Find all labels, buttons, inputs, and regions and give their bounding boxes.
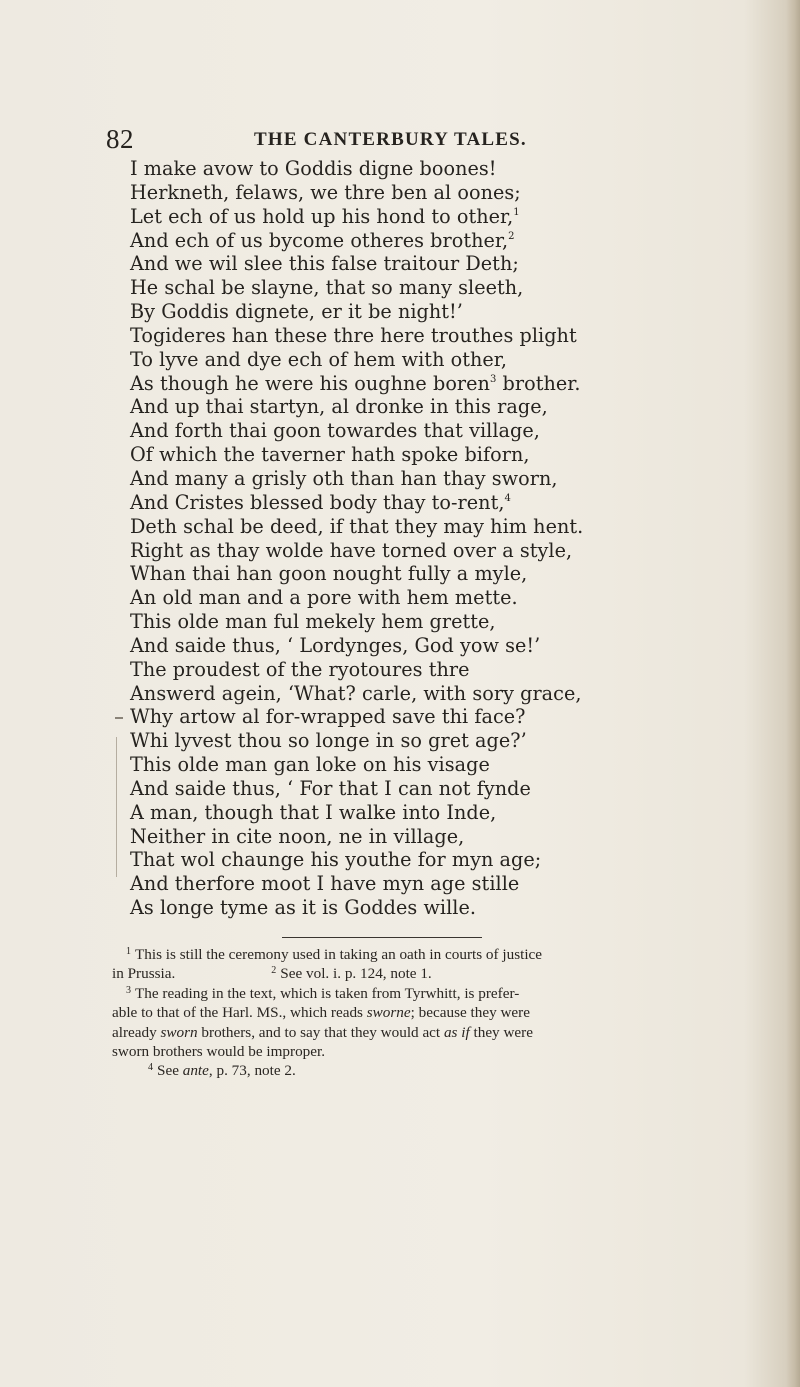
verse-line-text: As though he were his oughne boren: [130, 371, 490, 395]
verse-line: [130, 515, 770, 539]
verse-line-text: And Cristes blessed body thay to-rent,: [130, 490, 505, 514]
verse-line: [130, 252, 770, 276]
verse-line: [130, 634, 770, 658]
verse-line: [130, 586, 770, 610]
verse-line-text: Deth schal be deed, if that they may him hent.: [130, 514, 584, 538]
footnote-3-line-3-a: already: [112, 1023, 161, 1041]
page-number: 82: [106, 124, 134, 154]
verse-line-text: Togideres han these thre here trouthes plight: [130, 323, 577, 347]
footnote-1: [112, 945, 682, 964]
verse-line-text: The proudest of the ryotoures thre: [130, 657, 470, 681]
verse-line-text: An old man and a pore with hem mette.: [130, 586, 518, 610]
verse-line: [130, 753, 770, 777]
footnote-3-line-3-b: brothers, and to say that they would act: [197, 1023, 444, 1041]
verse-line-text: That wol chaunge his youthe for myn age;: [130, 848, 542, 872]
verse-line-text: And many a grisly oth than han thay sworn,: [130, 466, 558, 490]
verse-line-text: By Goddis dignete, er it be night!’: [130, 300, 463, 324]
footnote-1-text-cont: in Prussia.: [112, 965, 176, 983]
verse-line: [130, 682, 770, 706]
verse-line-text: Of which the taverner hath spoke biforn,: [130, 443, 530, 467]
poem-text: [130, 157, 770, 920]
verse-line: [130, 705, 770, 729]
verse-line-text: Right as thay wolde have torned over a style,: [130, 538, 573, 562]
verse-line-text: To lyve and dye ech of hem with other,: [130, 347, 508, 371]
verse-line: [130, 181, 770, 205]
footnote-3-line-2: [112, 1003, 682, 1022]
verse-line-text: I make avow to Goddis digne boones!: [130, 157, 497, 180]
footnote-1-text: This is still the ceremony used in taking an oath in courts of justice: [135, 946, 543, 963]
verse-line-text: And we wil slee this false traitour Deth;: [130, 252, 519, 276]
verse-line-text: And therfore moot I have myn age stille: [130, 872, 520, 896]
footnote-3-line-3: [112, 1023, 682, 1042]
footnote-3: [112, 984, 682, 1003]
footnote-3-line-4: [112, 1042, 682, 1061]
footnote-reference: 2: [508, 230, 515, 242]
verse-line: [130, 348, 770, 372]
margin-mark: [115, 717, 123, 719]
verse-line-text: Let ech of us hold up his hond to other,: [130, 204, 514, 228]
verse-line-text: He schal be slayne, that so many sleeth,: [130, 276, 524, 300]
verse-line: [130, 205, 770, 229]
margin-bracket: [116, 737, 123, 877]
verse-line-text: Whi lyvest thou so longe in so gret age?’: [130, 729, 527, 753]
page-edge-shadow: [786, 0, 800, 1387]
verse-line: [130, 467, 770, 491]
footnote-reference: 1: [513, 206, 520, 218]
verse-line: [130, 276, 770, 300]
verse-line: [130, 419, 770, 443]
verse-line-text: Whan thai han goon nought fully a myle,: [130, 562, 528, 586]
footnote-4-b: , p. 73, note 2.: [208, 1062, 296, 1080]
footnote-2-text: See vol. i. p. 124, note 1.: [280, 965, 432, 983]
verse-line: [130, 491, 770, 515]
verse-line-text: Why artow al for-wrapped save thi face?: [130, 705, 526, 729]
verse-line: [130, 157, 770, 181]
verse-line: [130, 324, 770, 348]
footnote-reference: 3: [489, 373, 497, 385]
footnote-3-number: 3: [126, 984, 131, 996]
footnote-1-continued: [112, 964, 682, 983]
verse-line: [130, 539, 770, 563]
running-title: THE CANTERBURY TALES.: [254, 129, 527, 150]
verse-line-text: This olde man gan loke on his visage: [130, 753, 490, 777]
verse-line-text: A man, though that I walke into Inde,: [130, 800, 497, 824]
verse-line: [130, 729, 770, 753]
verse-line: [130, 777, 770, 801]
verse-line: [130, 658, 770, 682]
footnote-3-text: The reading in the text, which is taken from Tyrwhitt, is prefer-: [135, 984, 520, 1002]
verse-line-text: As longe tyme as it is Goddes wille.: [130, 896, 477, 920]
footnote-3-line-3-c: they were: [469, 1023, 533, 1041]
verse-line-text: And saide thus, ‘ Lordynges, God yow se!’: [130, 633, 541, 657]
verse-line-text: Answerd agein, ‘What? carle, with sory grace,: [130, 681, 582, 705]
footnotes: [112, 945, 682, 1081]
footnote-4-number: 4: [148, 1062, 153, 1074]
verse-line: [130, 562, 770, 586]
footnote-1-number: 1: [126, 946, 131, 957]
verse-line: [130, 848, 770, 872]
verse-line: [130, 372, 770, 396]
footnote-4-a: See: [157, 1062, 183, 1080]
verse-line-text-after: brother.: [496, 371, 581, 395]
verse-line: [130, 872, 770, 896]
verse-line: [130, 395, 770, 419]
verse-line: [130, 610, 770, 634]
footnote-3-line-2-b: ; because they were: [410, 1004, 530, 1022]
footnote-3-line-4-text: sworn brothers would be improper.: [112, 1043, 326, 1061]
verse-line: [130, 896, 770, 920]
footnote-3-line-3-italic: sworn: [160, 1023, 198, 1041]
footnote-4-italic: ante: [182, 1062, 209, 1080]
footnote-rule: [282, 937, 482, 938]
footnote-2-number: 2: [271, 965, 277, 977]
verse-line-text: And ech of us bycome otheres brother,: [130, 228, 509, 252]
page-header: [106, 124, 666, 154]
verse-line-text: And saide thus, ‘ For that I can not fynde: [130, 776, 531, 800]
verse-line-text: This olde man ful mekely hem grette,: [130, 610, 496, 634]
footnote-reference: 4: [504, 492, 511, 504]
verse-line-text: And up thai startyn, al dronke in this rage,: [130, 395, 548, 419]
verse-line: [130, 443, 770, 467]
verse-line: [130, 300, 770, 324]
footnote-3-line-2-a: able to that of the Harl. MS., which reads: [112, 1004, 367, 1022]
verse-line: [130, 229, 770, 253]
footnote-3-line-3-italic-2: as if: [443, 1023, 470, 1041]
footnote-3-line-2-italic: sworne: [366, 1004, 411, 1022]
verse-line-text: Neither in cite noon, ne in village,: [130, 824, 465, 848]
verse-line-text: And forth thai goon towardes that village,: [130, 419, 540, 443]
verse-line-text: Herkneth, felaws, we thre ben al oones;: [130, 180, 521, 204]
verse-line: [130, 825, 770, 849]
verse-line: [130, 801, 770, 825]
footnote-4: [112, 1061, 682, 1080]
